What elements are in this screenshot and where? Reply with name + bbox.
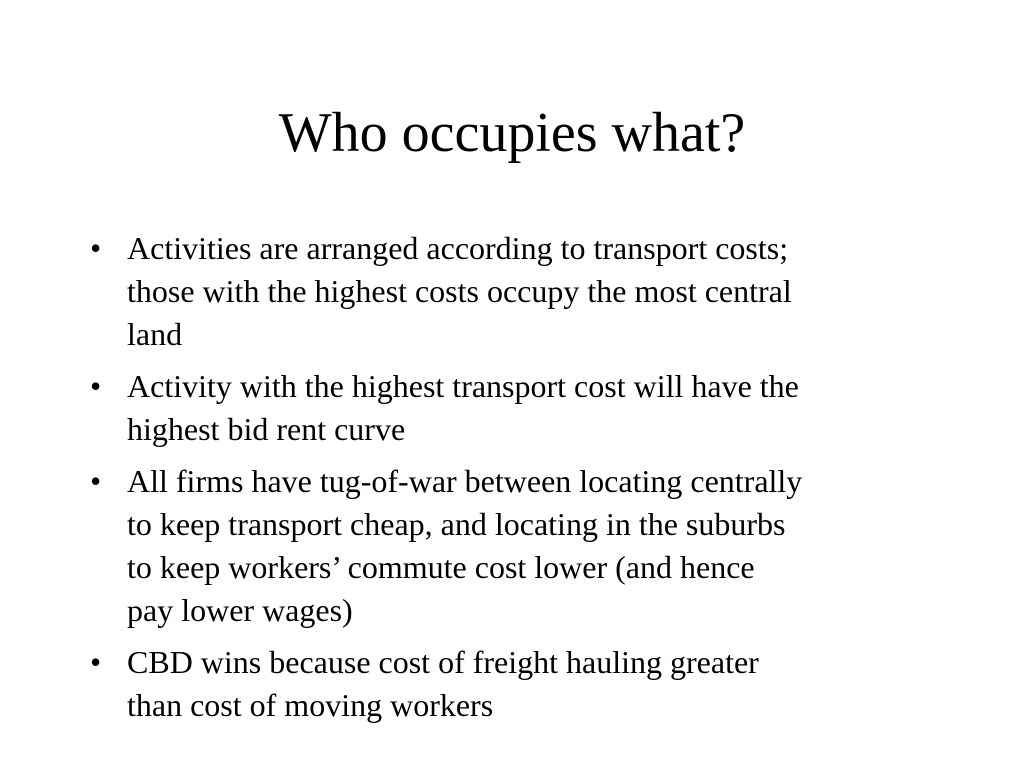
- bullet-line: than cost of moving workers: [127, 687, 494, 723]
- bullet-line: to keep workers’ commute cost lower (and hence: [127, 549, 755, 585]
- bullet-item: [90, 460, 980, 632]
- bullet-text: [127, 227, 980, 356]
- bullet-line: All firms have tug-of-war between locating centrally: [127, 463, 803, 499]
- bullet-item: [90, 365, 980, 451]
- bullet-item: [90, 227, 980, 356]
- bullet-line: those with the highest costs occupy the most central: [127, 273, 792, 309]
- bullet-line: Activities are arranged according to transport costs;: [127, 230, 789, 266]
- bullet-line: land: [127, 316, 183, 352]
- bullet-list: [90, 227, 980, 736]
- bullet-item: [90, 641, 980, 727]
- slide-title: Who occupies what?: [278, 102, 746, 164]
- bullet-line: CBD wins because cost of freight hauling greater: [127, 644, 759, 680]
- bullet-text: [127, 641, 980, 727]
- bullet-icon: •: [90, 368, 102, 404]
- bullet-icon: •: [90, 463, 102, 499]
- bullet-line: pay lower wages): [127, 592, 353, 628]
- bullet-text: [127, 365, 980, 451]
- bullet-line: Activity with the highest transport cost will have the: [127, 368, 799, 404]
- bullet-line: highest bid rent curve: [127, 411, 406, 447]
- bullet-text: [127, 460, 980, 632]
- bullet-line: to keep transport cheap, and locating in the suburbs: [127, 506, 786, 542]
- bullet-icon: •: [90, 230, 102, 266]
- bullet-icon: •: [90, 644, 102, 680]
